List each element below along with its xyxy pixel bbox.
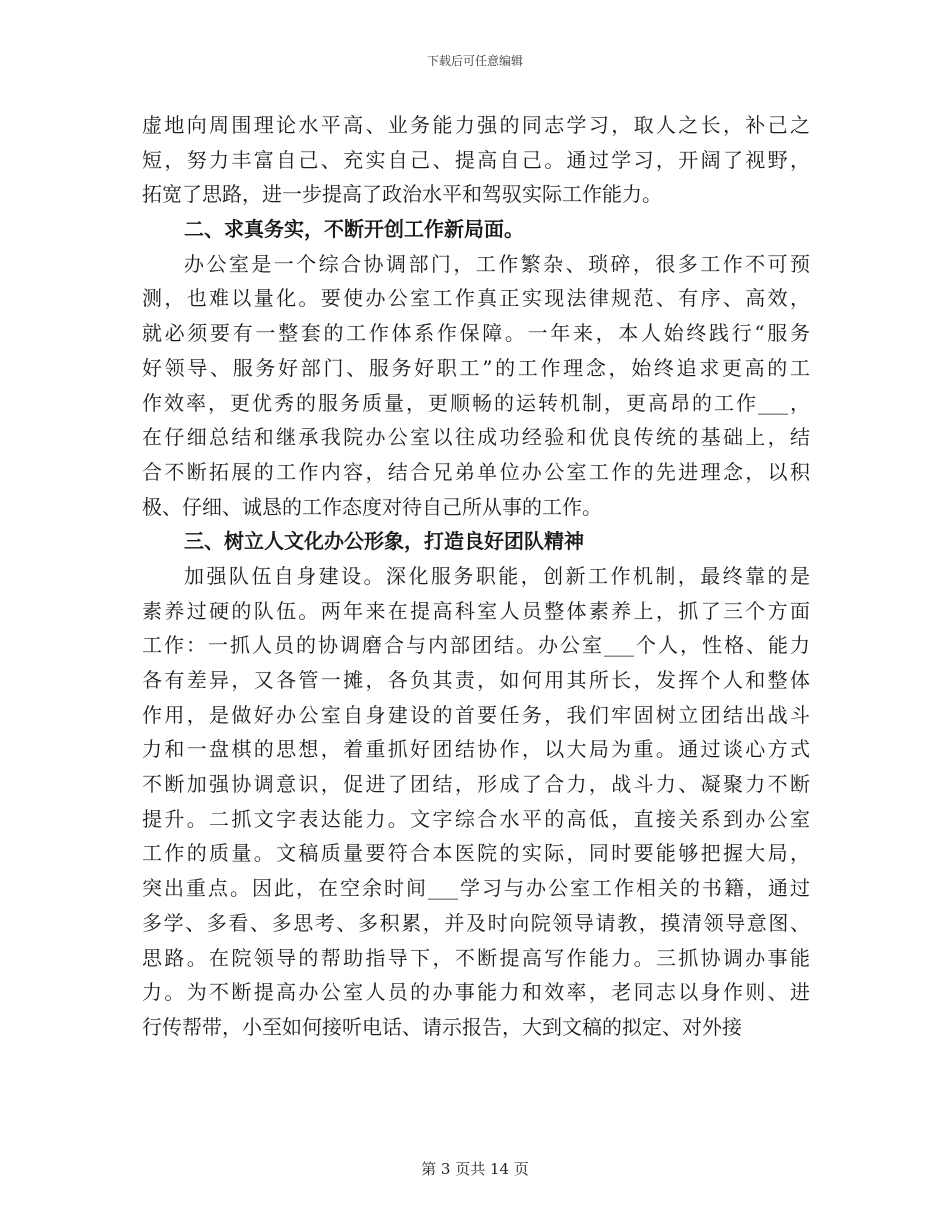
paragraph	[142, 247, 810, 525]
text-line: 各有差异，又各管一摊，各负其责，如何用其所长，发挥个人和整体	[142, 668, 810, 692]
section-heading	[142, 524, 810, 559]
text-line: 工作：一抓人员的协调磨合与内部团结。办公室___个人，性格、能力	[142, 633, 810, 658]
heading-text: 三、树立人文化办公形象，打造良好团队精神	[184, 529, 584, 554]
text-line: 作用，是做好办公室自身建设的首要任务，我们牢固树立团结出战斗	[142, 702, 810, 727]
section-heading	[142, 212, 810, 247]
text-line: 极、仔细、诚恳的工作态度对待自己所从事的工作。	[142, 494, 602, 519]
text-line: 多学、多看、多思考、多积累，并及时向院领导请教，摸清领导意图、	[142, 910, 810, 935]
text-line: 思路。在院领导的帮助指导下，不断提高写作能力。三抓协调办事能	[142, 945, 810, 970]
text-line: 在仔细总结和继承我院办公室以往成功经验和优良传统的基础上，结	[142, 425, 810, 450]
text-line: 办公室是一个综合协调部门，工作繁杂、琐碎，很多工作不可预	[184, 251, 810, 276]
page-footer: 第 3 页共 14 页	[421, 1160, 529, 1178]
text-line: 合不断拓展的工作内容，结合兄弟单位办公室工作的先进理念，以积	[142, 459, 810, 484]
text-line: 虚地向周围理论水平高、业务能力强的同志学习，取人之长，补己之	[142, 113, 810, 137]
text-line: 测，也难以量化。要使办公室工作真正实现法律规范、有序、高效，	[142, 286, 810, 311]
heading-text: 二、求真务实，不断开创工作新局面。	[184, 217, 524, 242]
text-line: 加强队伍自身建设。深化服务职能，创新工作机制，最终靠的是	[184, 563, 810, 588]
text-line: 短，努力丰富自己、充实自己、提高自己。通过学习，开阔了视野，	[142, 147, 810, 172]
paragraph	[142, 108, 810, 212]
text-line: 不断加强协调意识，促进了团结，形成了合力，战斗力、凝聚力不断	[142, 772, 810, 797]
paragraph	[142, 559, 810, 1045]
text-line: 提升。二抓文字表达能力。文字综合水平的高低，直接关系到办公室	[142, 806, 810, 831]
text-line: 拓宽了思路，进一步提高了政治水平和驾驭实际工作能力。	[142, 182, 662, 207]
text-line: 行传帮带，小至如何接听电话、请示报告，大到文稿的拟定、对外接	[142, 1014, 742, 1039]
text-line: 工作的质量。文稿质量要符合本医院的实际，同时要能够把握大局，	[142, 841, 810, 866]
text-line: 突出重点。因此，在空余时间___学习与办公室工作相关的书籍，通过	[142, 876, 810, 901]
text-line: 作效率，更优秀的服务质量，更顺畅的运转机制，更高昂的工作___，	[142, 390, 810, 415]
text-line: 素养过硬的队伍。两年来在提高科室人员整体素养上，抓了三个方面	[142, 598, 810, 623]
page-header: 下载后可任意编辑	[426, 54, 523, 68]
text-line: 就必须要有一整套的工作体系作保障。一年来，本人始终践行“服务	[142, 321, 810, 346]
text-line: 力和一盘棋的思想，着重抓好团结协作，以大局为重。通过谈心方式	[142, 737, 810, 762]
text-line: 力。为不断提高办公室人员的办事能力和效率，老同志以身作则、进	[142, 980, 810, 1005]
document-body	[142, 108, 810, 1045]
text-line: 好领导、服务好部门、服务好职工”的工作理念，始终追求更高的工	[142, 355, 810, 380]
